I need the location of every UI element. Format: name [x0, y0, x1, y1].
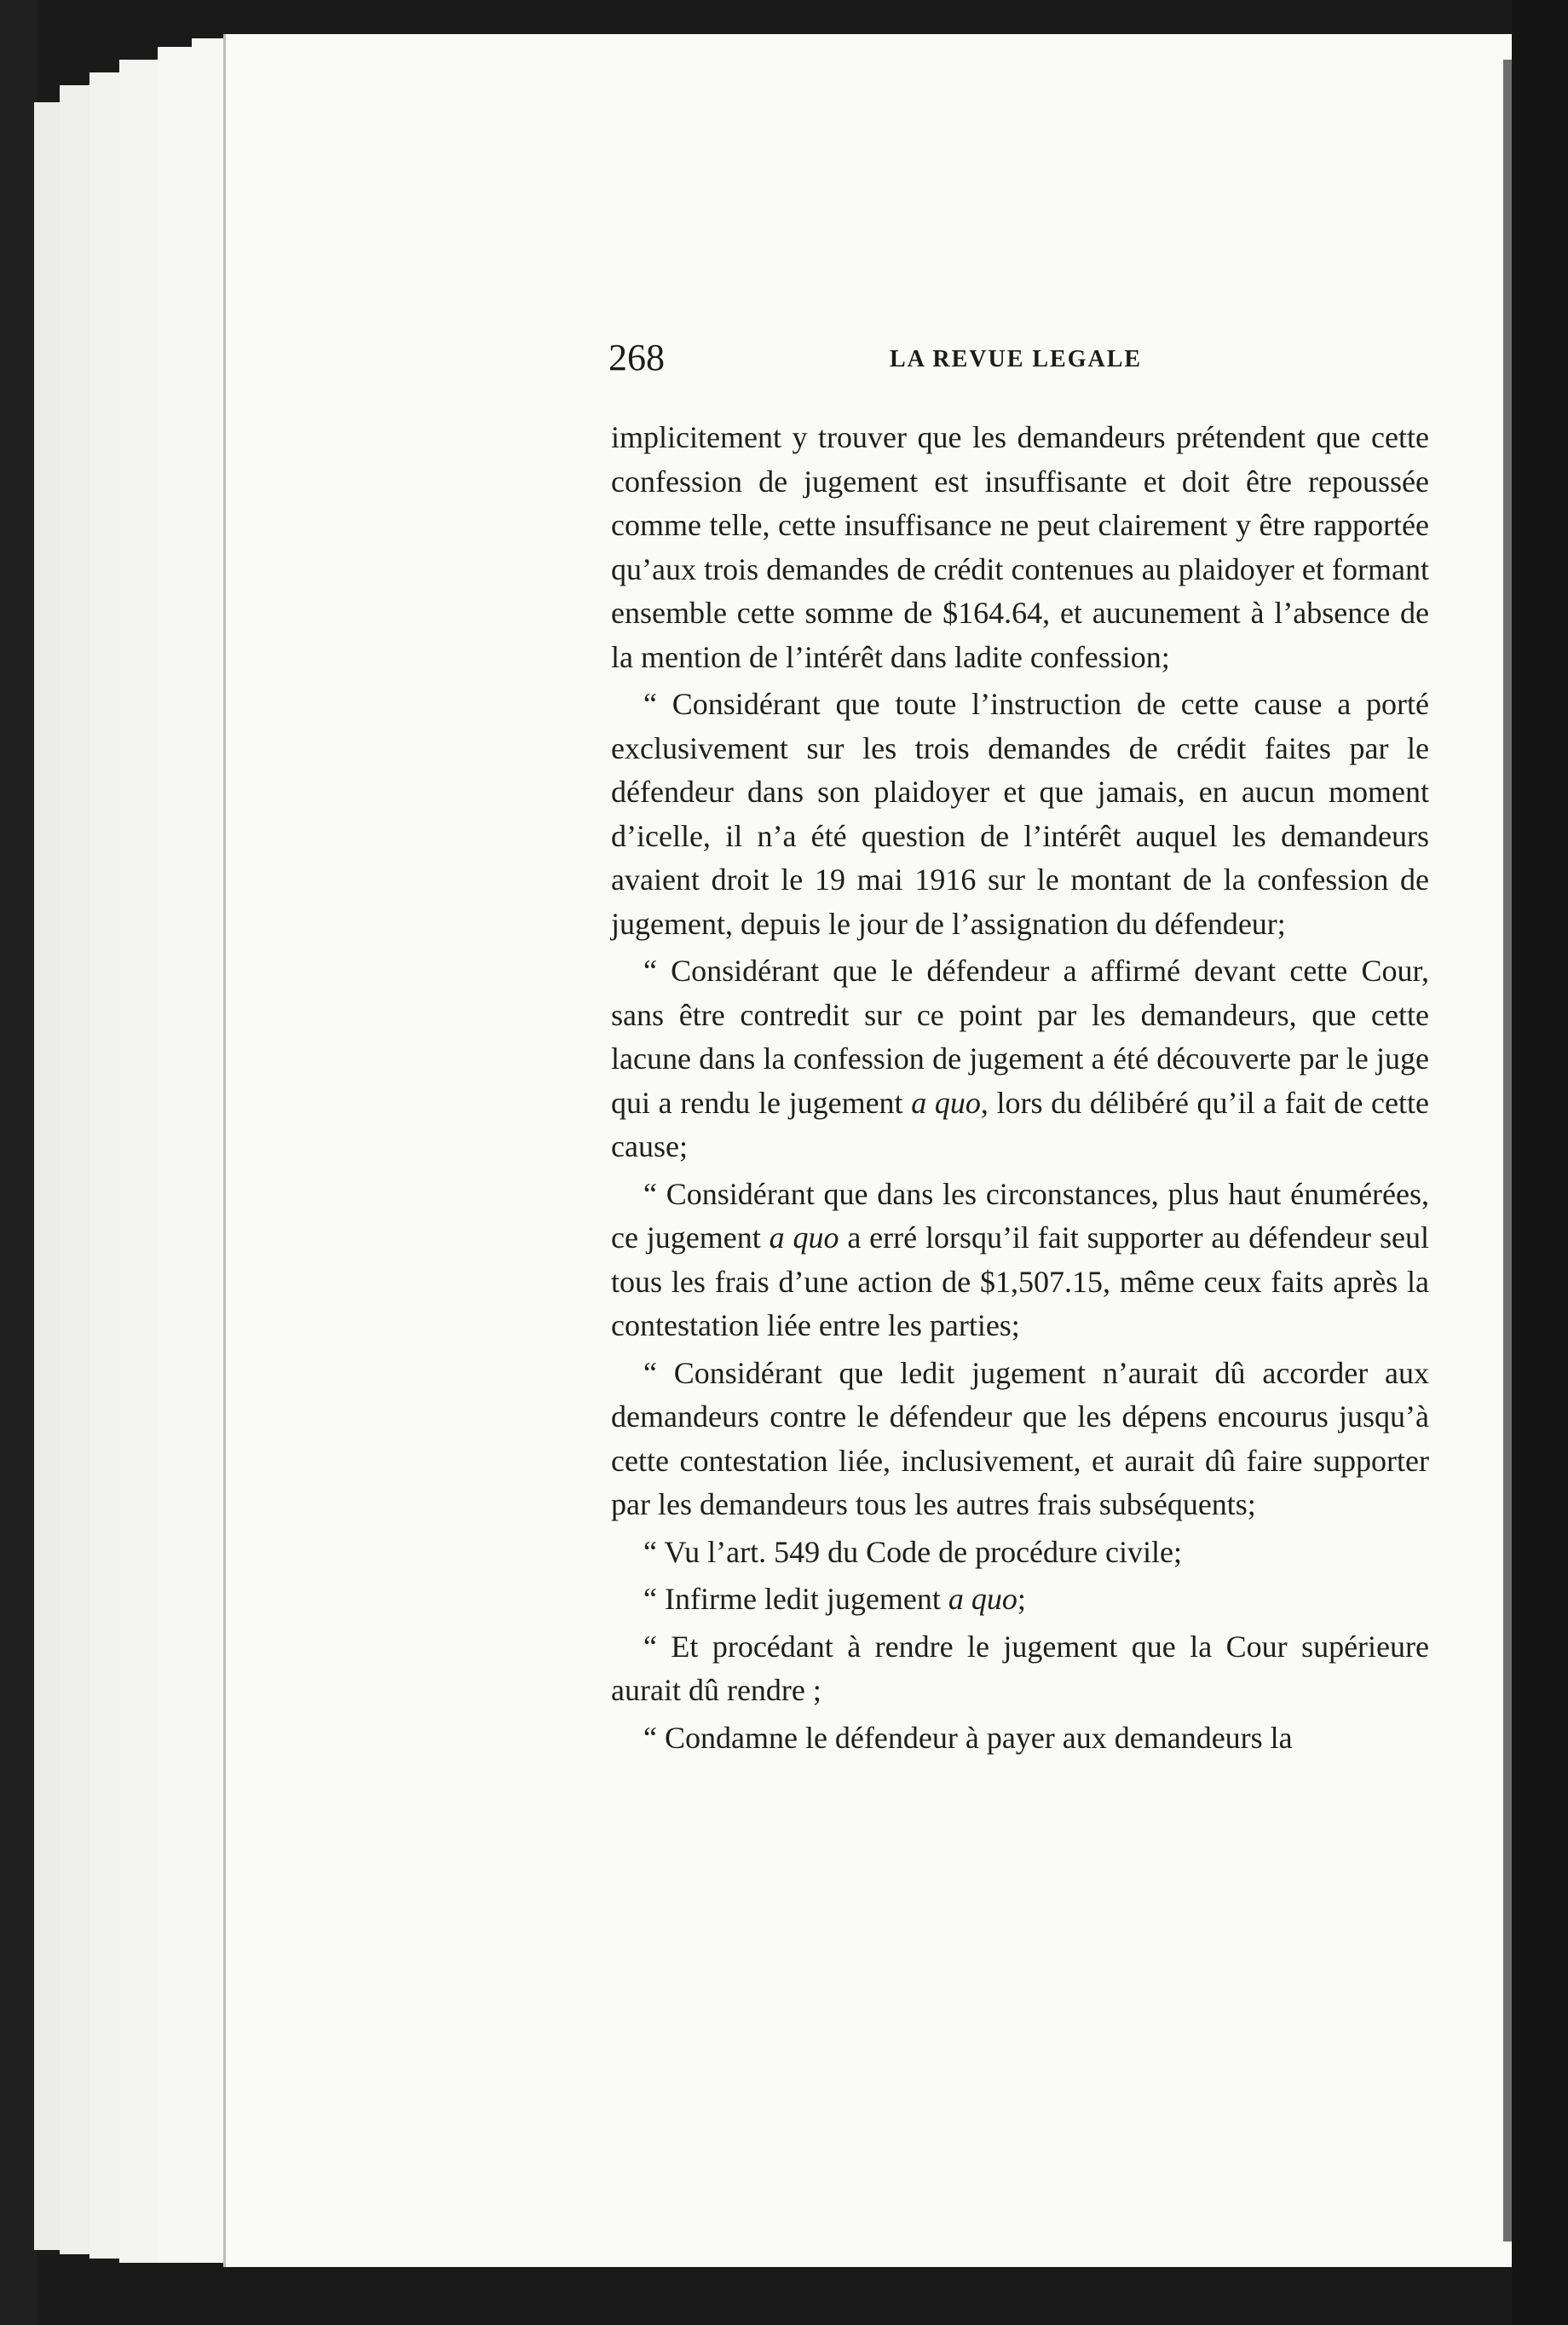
paragraph: “ Considérant que ledit jugement n’aurait dû accorder aux demandeurs contre le défendeur que les dépens encourus jusqu’à cette contestation liée, inclusivement, et aurait dû faire supporter par les demandeurs tous les autres frais subséquents; [611, 1355, 1429, 1521]
paragraph: “ Et procédant à rendre le jugement que la Cour supérieure aurait dû rendre ; [611, 1629, 1429, 1707]
body-text [611, 416, 1429, 1760]
paragraph: implicitement y trouver que les demandeurs prétendent que cette confession de jugement est insuffisante et doit être repoussée comme telle, cette insuffisance ne peut clairement y être rapportée qu’aux trois demandes de crédit contenues au plaidoyer et formant ensemble cette somme de $164.64, et aucunement à l’absence de la mention de l’intérêt dans ladite confession; [611, 420, 1429, 674]
page-gutter [1503, 60, 1512, 2241]
running-title: LA REVUE LEGALE [890, 346, 1143, 372]
paragraph: “ Considérant que le défendeur a affirmé devant cette Cour, sans être contredit sur ce point par les demandeurs, que cette lacune dans la confession de jugement a été découverte par le juge qui a rendu le jugement a quo, lors du délibéré qu’il a fait de cette cause; [611, 954, 1429, 1163]
paragraph: “ Condamne le défendeur à payer aux demandeurs la [643, 1720, 1293, 1755]
page-number: 268 [608, 337, 665, 378]
paragraph: “ Considérant que toute l’instruction de cette cause a porté exclusivement sur les trois demandes de crédit faites par le défendeur dans son plaidoyer et que jamais, en aucun moment d’icelle, il n’a été question de l’intérêt auquel les demandeurs avaient droit le 19 mai 1916 sur le montant de la confession de jugement, depuis le jour de l’assignation du défendeur; [611, 687, 1429, 941]
scan-right-margin [1512, 0, 1568, 2325]
paragraph: “ Infirme ledit jugement a quo; [643, 1582, 1026, 1616]
scan-left-margin [0, 0, 37, 2325]
paragraph: “ Considérant que dans les circonstances, plus haut énumérées, ce jugement a quo a erré lorsqu’il fait supporter au défendeur seul tous les frais d’une action de $1,507.15, même ceux faits après la contestation liée entre les parties; [611, 1176, 1430, 1342]
page-header [608, 334, 1435, 389]
paragraph: “ Vu l’art. 549 du Code de procédure civile; [643, 1534, 1182, 1569]
